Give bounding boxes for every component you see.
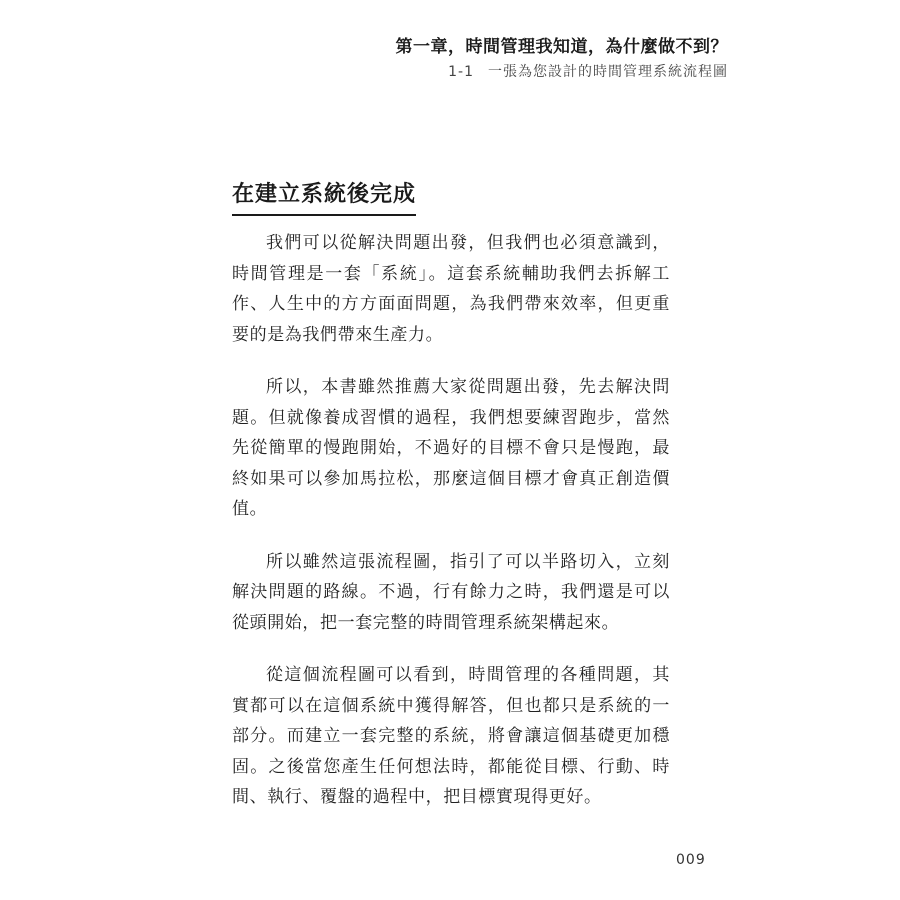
section-title: 一張為您設計的時間管理系統流程圖 — [488, 64, 728, 80]
chapter-title: 第一章，時間管理我知道，為什麼做不到？ — [395, 37, 728, 57]
section-heading: 在建立系統後完成 — [232, 180, 416, 216]
paragraph: 所以，本書雖然推薦大家從問題出發，先去解決問題。但就像養成習慣的過程，我們想要練習跑步，當然先從簡單的慢跑開始，不過好的目標不會只是慢跑，最終如果可以參加馬拉松，那麼這個目標才會真正創造價值。 — [232, 377, 670, 519]
section-number: 1-1 — [448, 64, 474, 80]
section-line — [396, 63, 729, 81]
section-heading-wrap — [232, 180, 416, 216]
running-header — [396, 36, 729, 81]
paragraph: 我們可以從解決問題出發，但我們也必須意識到，時間管理是一套「系統」。這套系統輔助我們去拆解工作、人生中的方方面面問題，為我們帶來效率，但更重要的是為我們帶來生產力。 — [232, 233, 670, 345]
paragraph: 所以雖然這張流程圖，指引了可以半路切入，立刻解決問題的路線。不過，行有餘力之時，我們還是可以從頭開始，把一套完整的時間管理系統架構起來。 — [232, 551, 670, 633]
page-number: 009 — [676, 852, 706, 868]
body-text — [232, 228, 670, 835]
paragraph: 從這個流程圖可以看到，時間管理的各種問題，其實都可以在這個系統中獲得解答，但也都只是系統的一部分。而建立一套完整的系統，將會讓這個基礎更加穩固。之後當您產生任何想法時，都能從目標、行動、時間、執行、覆盤的過程中，把目標實現得更好。 — [232, 665, 670, 807]
